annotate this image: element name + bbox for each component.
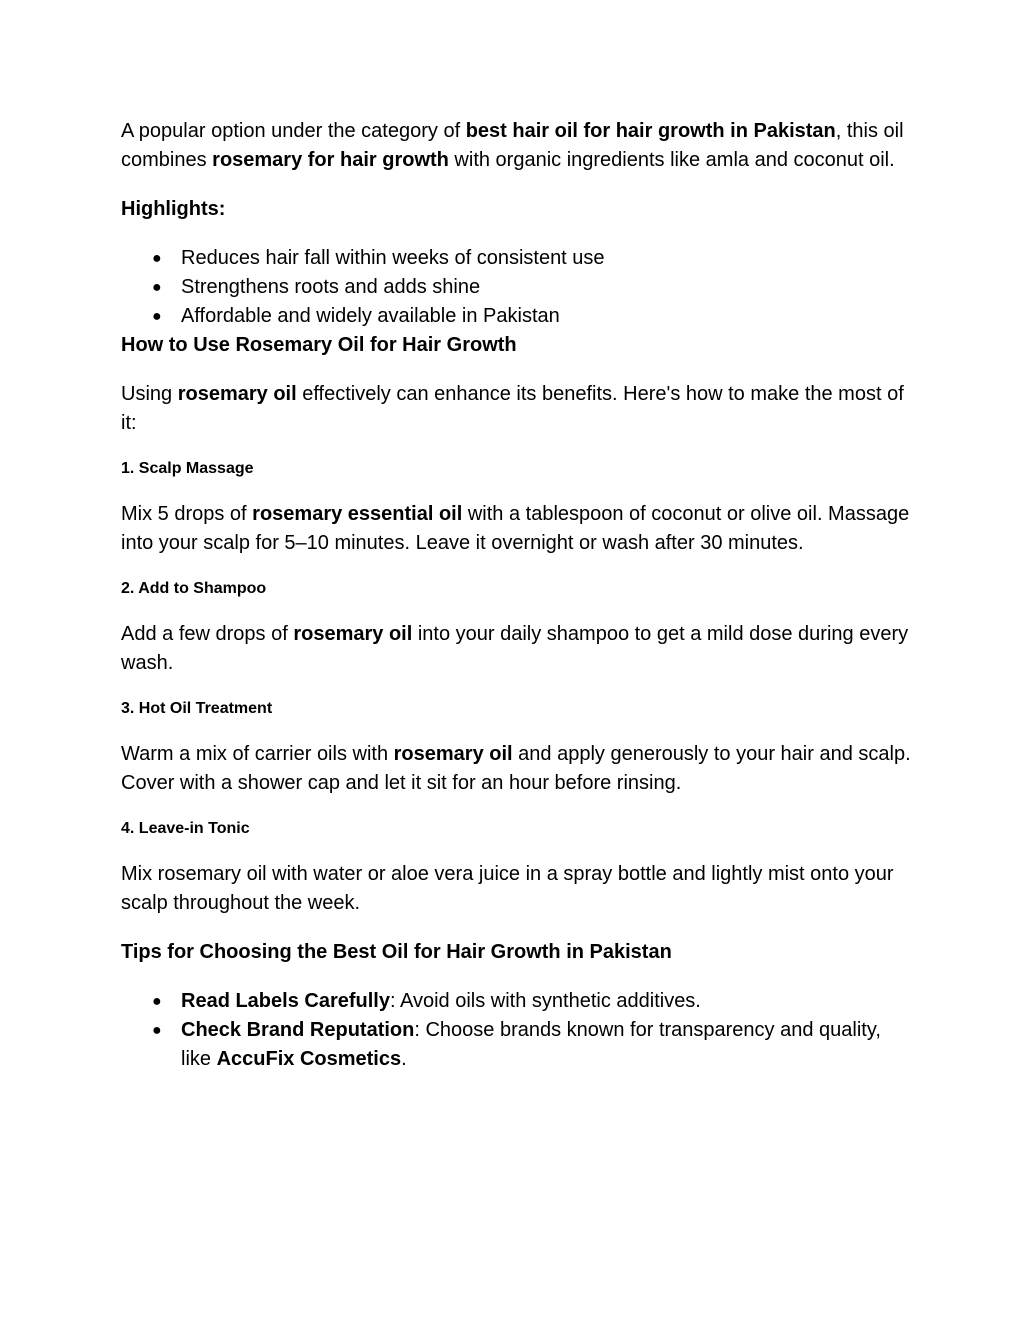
- step-2-bold: rosemary oil: [293, 623, 413, 645]
- list-item: [121, 302, 911, 331]
- tips-heading: Tips for Choosing the Best Oil for Hair Growth in Pakistan: [121, 941, 672, 963]
- step-3-bold: rosemary oil: [393, 743, 513, 765]
- step-3-text-2: and apply generously to your hair and scalp. Cover with a shower cap and let it sit for an hour before rinsing.: [121, 743, 911, 794]
- step-1-heading: 1. Scalp Massage: [121, 460, 254, 477]
- step-1-paragraph: [121, 500, 911, 558]
- list-item: [121, 987, 911, 1016]
- intro-bold-2: rosemary for hair growth: [212, 149, 449, 171]
- intro-text-2: , this oil combines: [121, 120, 904, 171]
- step-3-text-1: Warm a mix of carrier oils with: [121, 743, 394, 765]
- how-to-use-heading: How to Use Rosemary Oil for Hair Growth: [121, 334, 517, 356]
- step-1-bold: rosemary essential oil: [252, 503, 463, 525]
- list-item: [121, 1016, 911, 1074]
- step-3-heading: 3. Hot Oil Treatment: [121, 700, 273, 717]
- step-2-text-1: Add a few drops of: [121, 623, 294, 645]
- step-4-paragraph: [121, 860, 911, 918]
- tip-2-brand: AccuFix Cosmetics: [216, 1048, 402, 1070]
- highlights-list: [121, 244, 911, 331]
- step-1-text-1: Mix 5 drops of: [121, 503, 253, 525]
- bullet-icon: ●: [152, 250, 162, 267]
- bullet-icon: ●: [152, 279, 162, 296]
- step-3-paragraph: [121, 740, 911, 798]
- list-item: [121, 273, 911, 302]
- bullet-icon: ●: [152, 308, 162, 325]
- intro-text-3: with organic ingredients like amla and coconut oil.: [448, 149, 895, 171]
- list-item: [121, 244, 911, 273]
- step-2-text-2: into your daily shampoo to get a mild dose during every wash.: [121, 623, 909, 674]
- step-4-text: Mix rosemary oil with water or aloe vera juice in a spray bottle and lightly mist onto your scalp throughout the week.: [121, 863, 894, 914]
- bullet-icon: ●: [152, 993, 162, 1010]
- tip-1-bold: Read Labels Carefully: [181, 990, 390, 1012]
- bullet-icon: ●: [152, 1022, 162, 1039]
- tip-1-text: : Avoid oils with synthetic additives.: [389, 990, 701, 1012]
- tip-2-bold: Check Brand Reputation: [181, 1019, 415, 1041]
- intro-bold-1: best hair oil for hair growth in Pakistan: [465, 120, 836, 142]
- tip-2-text-end: .: [401, 1048, 407, 1070]
- intro-paragraph: [121, 117, 911, 175]
- intro-text-1: A popular option under the category of: [121, 120, 466, 142]
- tip-2-text: : Choose brands known for transparency and quality, like: [181, 1019, 881, 1070]
- how-intro-text-1: Using: [121, 383, 178, 405]
- highlights-heading: Highlights:: [121, 198, 226, 220]
- step-2-heading: 2. Add to Shampoo: [121, 580, 267, 597]
- list-item-text: Strengthens roots and adds shine: [181, 276, 481, 298]
- step-4-heading: 4. Leave-in Tonic: [121, 820, 250, 837]
- how-intro-bold: rosemary oil: [177, 383, 297, 405]
- list-item-text: Affordable and widely available in Pakistan: [181, 305, 560, 327]
- step-1-text-2: with a tablespoon of coconut or olive oil. Massage into your scalp for 5–10 minutes. Leave it overnight or wash after 30 minutes.: [121, 503, 910, 554]
- step-2-paragraph: [121, 620, 911, 678]
- document-page: [121, 117, 911, 1074]
- how-to-use-intro: [121, 380, 911, 438]
- list-item-text: Reduces hair fall within weeks of consistent use: [181, 247, 605, 269]
- tips-list: [121, 987, 911, 1074]
- how-intro-text-2: effectively can enhance its benefits. Here's how to make the most of it:: [121, 383, 904, 434]
